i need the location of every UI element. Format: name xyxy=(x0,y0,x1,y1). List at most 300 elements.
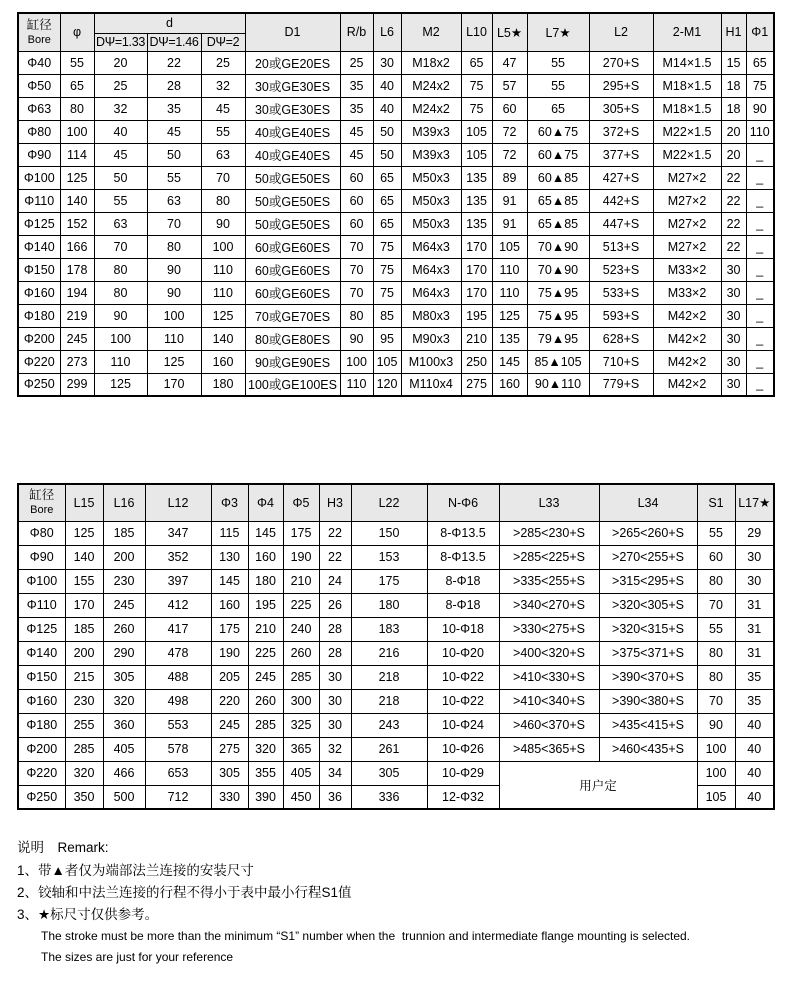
table-cell: 150 xyxy=(351,521,427,545)
table-cell: 10-Φ22 xyxy=(427,689,499,713)
table-cell: 125 xyxy=(65,521,103,545)
remark-note-en-2: The sizes are just for your reference xyxy=(41,950,234,964)
table-cell: M42×2 xyxy=(653,304,721,327)
column-header-d-psi-146: DΨ=1.46 xyxy=(147,33,201,51)
table-cell: 330 xyxy=(211,785,248,809)
table-cell: _ xyxy=(746,189,774,212)
table-cell: 91 xyxy=(492,189,527,212)
table-cell: 305+S xyxy=(589,97,653,120)
table-cell: 114 xyxy=(60,143,94,166)
bore-cell: Φ140 xyxy=(18,641,65,665)
table-cell: 405 xyxy=(283,761,319,785)
table-cell: 110 xyxy=(492,281,527,304)
table-cell: 170 xyxy=(147,373,201,396)
table-cell: 220 xyxy=(211,689,248,713)
column-header-2m1: 2-M1 xyxy=(653,13,721,51)
table-cell: M33×2 xyxy=(653,258,721,281)
table-row xyxy=(18,143,774,166)
table-cell: 40或GE40ES xyxy=(245,120,340,143)
table-cell: 160 xyxy=(492,373,527,396)
bore-cell: Φ63 xyxy=(18,97,60,120)
table-cell: 305 xyxy=(211,761,248,785)
table-cell: 336 xyxy=(351,785,427,809)
table-cell: 347 xyxy=(145,521,211,545)
table-cell: 205 xyxy=(211,665,248,689)
column-header-phi: φ xyxy=(60,13,94,51)
table-cell: 105 xyxy=(373,350,401,373)
table-cell: 70或GE70ES xyxy=(245,304,340,327)
table-cell: 183 xyxy=(351,617,427,641)
table1-body xyxy=(18,51,774,396)
table-cell: 135 xyxy=(492,327,527,350)
table-row xyxy=(18,641,774,665)
column-header-d-psi-133: DΨ=1.33 xyxy=(96,35,145,49)
table-cell: 90 xyxy=(94,304,147,327)
table-cell: 135 xyxy=(461,166,492,189)
table-cell: 442+S xyxy=(589,189,653,212)
table-cell: 26 xyxy=(319,593,351,617)
column-header-l2: L2 xyxy=(589,13,653,51)
table-cell: 32 xyxy=(319,737,351,761)
table-cell: 145 xyxy=(211,569,248,593)
table-row xyxy=(18,569,774,593)
table-cell: _ xyxy=(746,373,774,396)
table-cell: 60 xyxy=(492,97,527,120)
table-cell: 390 xyxy=(248,785,283,809)
table-row xyxy=(18,593,774,617)
table-cell: 55 xyxy=(527,51,589,74)
table-cell: 60 xyxy=(340,189,373,212)
table-cell: >340<270+S xyxy=(499,593,599,617)
table-cell: 180 xyxy=(351,593,427,617)
table-cell: 110 xyxy=(746,120,774,143)
table-cell: 135 xyxy=(461,212,492,235)
table-cell: 36 xyxy=(319,785,351,809)
table-cell: 35 xyxy=(340,97,373,120)
table-cell: 100 xyxy=(147,304,201,327)
table-cell: 20 xyxy=(721,143,746,166)
column-header-m2: M2 xyxy=(401,13,461,51)
table-cell: >320<315+S xyxy=(599,617,697,641)
table-cell: >390<380+S xyxy=(599,689,697,713)
bore-cell: Φ180 xyxy=(18,304,60,327)
table-cell: 40 xyxy=(735,785,774,809)
table-cell: 47 xyxy=(492,51,527,74)
table-cell: 75 xyxy=(373,258,401,281)
bore-cell: Φ150 xyxy=(18,665,65,689)
table-cell: 10-Φ22 xyxy=(427,665,499,689)
table-cell: 260 xyxy=(103,617,145,641)
table-cell: 55 xyxy=(60,51,94,74)
table-cell: 40 xyxy=(735,761,774,785)
table-cell: 70 xyxy=(697,689,735,713)
table-cell: 712 xyxy=(145,785,211,809)
table-cell: 18 xyxy=(721,97,746,120)
table-cell: 55 xyxy=(147,166,201,189)
table-cell: 210 xyxy=(461,327,492,350)
table-cell: 60 xyxy=(340,166,373,189)
table-cell: 110 xyxy=(94,350,147,373)
table-cell: 18 xyxy=(721,74,746,97)
table-cell: 305 xyxy=(103,665,145,689)
table-cell: >375<371+S xyxy=(599,641,697,665)
table-cell: 488 xyxy=(145,665,211,689)
table-cell: 60▲85 xyxy=(527,166,589,189)
table-cell: 160 xyxy=(201,350,245,373)
table-cell: 50或GE50ES xyxy=(245,189,340,212)
table-cell: 285 xyxy=(65,737,103,761)
table-cell: 95 xyxy=(373,327,401,350)
table-cell: 90或GE90ES xyxy=(245,350,340,373)
table-cell: 218 xyxy=(351,665,427,689)
column-header-l17: L17★ xyxy=(735,484,774,521)
table-cell: 25 xyxy=(340,51,373,74)
table-cell: 320 xyxy=(103,689,145,713)
table-cell: >270<255+S xyxy=(599,545,697,569)
table-cell: 218 xyxy=(351,689,427,713)
table-cell: 34 xyxy=(319,761,351,785)
table-cell: 110 xyxy=(147,327,201,350)
table-cell: _ xyxy=(746,258,774,281)
table-cell: 80或GE80ES xyxy=(245,327,340,350)
table-cell: 35 xyxy=(147,97,201,120)
table-cell: 365 xyxy=(283,737,319,761)
table-cell: 195 xyxy=(461,304,492,327)
table-cell: 91 xyxy=(492,212,527,235)
table-cell: 30 xyxy=(721,304,746,327)
table-cell: 8-Φ13.5 xyxy=(427,545,499,569)
table-cell: M64x3 xyxy=(401,258,461,281)
table-cell: 10-Φ29 xyxy=(427,761,499,785)
table-cell: 55 xyxy=(697,521,735,545)
table-cell: 180 xyxy=(201,373,245,396)
column-header-phi1: Φ1 xyxy=(746,13,774,51)
table-cell: 70▲90 xyxy=(527,258,589,281)
table-cell: 653 xyxy=(145,761,211,785)
table-cell: 75▲95 xyxy=(527,281,589,304)
table-cell: 110 xyxy=(340,373,373,396)
table-cell: M24x2 xyxy=(401,97,461,120)
table-cell: 90 xyxy=(201,212,245,235)
table-cell: M100x3 xyxy=(401,350,461,373)
table-row xyxy=(18,737,774,761)
table-cell: 60▲75 xyxy=(527,143,589,166)
table-cell: 35 xyxy=(340,74,373,97)
table-cell: 40 xyxy=(735,737,774,761)
column-header-d-group: d xyxy=(94,13,245,33)
table-cell: 63 xyxy=(201,143,245,166)
table-cell: M24x2 xyxy=(401,74,461,97)
table-cell: 273 xyxy=(60,350,94,373)
bore-label-cn: 缸径 xyxy=(26,17,52,32)
table-cell: 32 xyxy=(201,74,245,97)
table-cell: 216 xyxy=(351,641,427,665)
table-cell: 80 xyxy=(340,304,373,327)
table-cell: 100或GE100ES xyxy=(245,373,340,396)
table-cell: 63 xyxy=(147,189,201,212)
table-cell: 10-Φ24 xyxy=(427,713,499,737)
table-cell: 79▲95 xyxy=(527,327,589,350)
table-cell: 275 xyxy=(211,737,248,761)
table-cell: 90 xyxy=(697,713,735,737)
column-header-l33: L33 xyxy=(499,484,599,521)
table-cell: 50 xyxy=(147,143,201,166)
bore-cell: Φ110 xyxy=(18,189,60,212)
column-header-l10: L10 xyxy=(461,13,492,51)
bore-cell: Φ250 xyxy=(18,785,65,809)
table-cell: 80 xyxy=(94,258,147,281)
table1-header xyxy=(18,13,774,51)
table-cell: 28 xyxy=(319,617,351,641)
table-cell: 30 xyxy=(721,327,746,350)
table-cell: 110 xyxy=(492,258,527,281)
table-cell: M80x3 xyxy=(401,304,461,327)
table-cell: 190 xyxy=(283,545,319,569)
table-cell: _ xyxy=(746,235,774,258)
table-cell: 72 xyxy=(492,143,527,166)
table-row xyxy=(18,350,774,373)
table-cell: 175 xyxy=(351,569,427,593)
table-cell: 70 xyxy=(340,235,373,258)
table-cell: 372+S xyxy=(589,120,653,143)
table-row xyxy=(18,258,774,281)
table-cell: 80 xyxy=(60,97,94,120)
table-cell: _ xyxy=(746,327,774,350)
bore-cell: Φ80 xyxy=(18,120,60,143)
table-cell: 245 xyxy=(211,713,248,737)
table-cell: 405 xyxy=(103,737,145,761)
table-cell: 40 xyxy=(94,120,147,143)
table-cell: M110x4 xyxy=(401,373,461,396)
table-cell: 57 xyxy=(492,74,527,97)
table-cell: 130 xyxy=(211,545,248,569)
table-cell: 55 xyxy=(527,74,589,97)
table-cell: >330<275+S xyxy=(499,617,599,641)
table-cell: 45 xyxy=(94,143,147,166)
table-cell: 20 xyxy=(94,51,147,74)
table-cell: 152 xyxy=(60,212,94,235)
table-cell: >315<295+S xyxy=(599,569,697,593)
table-cell: 28 xyxy=(319,641,351,665)
table-cell: 22 xyxy=(721,212,746,235)
table-cell: 352 xyxy=(145,545,211,569)
table-cell: _ xyxy=(746,166,774,189)
table-cell: 45 xyxy=(201,97,245,120)
bore-cell: Φ250 xyxy=(18,373,60,396)
table-row xyxy=(18,189,774,212)
column-header-l34: L34 xyxy=(599,484,697,521)
table-cell: 90▲110 xyxy=(527,373,589,396)
table-cell: 261 xyxy=(351,737,427,761)
table-cell: 200 xyxy=(65,641,103,665)
table-cell: >320<305+S xyxy=(599,593,697,617)
bore-cell: Φ90 xyxy=(18,545,65,569)
table-cell: 160 xyxy=(248,545,283,569)
table-cell: >285<230+S xyxy=(499,521,599,545)
table-cell: 170 xyxy=(461,235,492,258)
table2-header xyxy=(18,484,774,521)
table-cell: 8-Φ18 xyxy=(427,593,499,617)
table-row xyxy=(18,327,774,350)
table-cell: 75▲95 xyxy=(527,304,589,327)
table-cell: 135 xyxy=(461,189,492,212)
table-cell: 90 xyxy=(340,327,373,350)
table-cell: 125 xyxy=(201,304,245,327)
table-cell: 70 xyxy=(94,235,147,258)
table-cell: 178 xyxy=(60,258,94,281)
merged-note-cell: 用户定 xyxy=(499,761,697,809)
table-cell: 190 xyxy=(211,641,248,665)
table-cell: _ xyxy=(746,143,774,166)
table-cell: >410<340+S xyxy=(499,689,599,713)
table-cell: 22 xyxy=(721,235,746,258)
table-cell: 90 xyxy=(746,97,774,120)
table-cell: 70 xyxy=(697,593,735,617)
table-cell: 360 xyxy=(103,713,145,737)
table-row xyxy=(18,304,774,327)
table-cell: 63 xyxy=(94,212,147,235)
remark-note-2: 2、铰轴和中法兰连接的行程不得小于表中最小行程S1值 xyxy=(17,885,352,900)
table-cell: 80 xyxy=(697,641,735,665)
table-row xyxy=(18,665,774,689)
table-cell: _ xyxy=(746,212,774,235)
table-cell: M39x3 xyxy=(401,143,461,166)
table-row xyxy=(18,120,774,143)
table-cell: 30 xyxy=(721,281,746,304)
table-cell: 29 xyxy=(735,521,774,545)
table-cell: 185 xyxy=(103,521,145,545)
table-cell: 45 xyxy=(147,120,201,143)
table-cell: 140 xyxy=(60,189,94,212)
table-cell: M50x3 xyxy=(401,166,461,189)
column-header-d1: D1 xyxy=(245,13,340,51)
table-cell: 533+S xyxy=(589,281,653,304)
table-cell: 125 xyxy=(94,373,147,396)
table-cell: _ xyxy=(746,281,774,304)
table-cell: 447+S xyxy=(589,212,653,235)
table-cell: 417 xyxy=(145,617,211,641)
table-cell: M18×1.5 xyxy=(653,97,721,120)
table-cell: 85 xyxy=(373,304,401,327)
table-cell: 170 xyxy=(461,281,492,304)
table-cell: 32 xyxy=(94,97,147,120)
table-cell: 60▲75 xyxy=(527,120,589,143)
table-row xyxy=(18,545,774,569)
column-header-l12: L12 xyxy=(145,484,211,521)
table-cell: 350 xyxy=(65,785,103,809)
bore-cell: Φ125 xyxy=(18,212,60,235)
table-cell: 65 xyxy=(373,189,401,212)
table-cell: M64x3 xyxy=(401,281,461,304)
column-header-rb: R/b xyxy=(340,13,373,51)
table-cell: 195 xyxy=(248,593,283,617)
table-cell: >265<260+S xyxy=(599,521,697,545)
table-cell: 30 xyxy=(319,713,351,737)
table-cell: 65 xyxy=(373,212,401,235)
table-cell: 105 xyxy=(461,120,492,143)
table-cell: 60或GE60ES xyxy=(245,281,340,304)
table-row xyxy=(18,761,774,785)
table-cell: 170 xyxy=(461,258,492,281)
remark-note-en-1: The stroke must be more than the minimum “S1” number when the trunnion and intermediate flange mounting is selected. xyxy=(41,929,691,943)
table-cell: M27×2 xyxy=(653,189,721,212)
table-cell: 31 xyxy=(735,593,774,617)
bore-cell: Φ140 xyxy=(18,235,60,258)
table-cell: 210 xyxy=(248,617,283,641)
remark-note-3: 3、★标尺寸仅供参考。 xyxy=(17,907,159,922)
table-cell: 153 xyxy=(351,545,427,569)
table-cell: 355 xyxy=(248,761,283,785)
table-cell: >460<435+S xyxy=(599,737,697,761)
table-cell: 45 xyxy=(340,120,373,143)
table-cell: 40 xyxy=(735,713,774,737)
bore-cell: Φ40 xyxy=(18,51,60,74)
column-header-h1: H1 xyxy=(721,13,746,51)
table-cell: 295+S xyxy=(589,74,653,97)
table-cell: 299 xyxy=(60,373,94,396)
table-cell: 8-Φ13.5 xyxy=(427,521,499,545)
table-cell: 245 xyxy=(60,327,94,350)
table-cell: 285 xyxy=(283,665,319,689)
table-cell: 80 xyxy=(147,235,201,258)
table-row xyxy=(18,281,774,304)
table-cell: 100 xyxy=(697,761,735,785)
table-cell: 300 xyxy=(283,689,319,713)
table-cell: >460<370+S xyxy=(499,713,599,737)
table-cell: 255 xyxy=(65,713,103,737)
bore-cell: Φ50 xyxy=(18,74,60,97)
table-cell: 120 xyxy=(373,373,401,396)
column-header-d-psi-2: DΨ=2 xyxy=(201,33,245,51)
table-cell: 30 xyxy=(319,665,351,689)
table-cell: 290 xyxy=(103,641,145,665)
table-cell: 194 xyxy=(60,281,94,304)
table-cell: 30 xyxy=(735,545,774,569)
table-cell: >400<320+S xyxy=(499,641,599,665)
table-cell: M50x3 xyxy=(401,212,461,235)
table-cell: 523+S xyxy=(589,258,653,281)
table-cell: 250 xyxy=(461,350,492,373)
table-cell: M33×2 xyxy=(653,281,721,304)
table-cell: 70 xyxy=(340,281,373,304)
table-cell: >485<365+S xyxy=(499,737,599,761)
table-row xyxy=(18,212,774,235)
bore-cell: Φ100 xyxy=(18,569,65,593)
column-header-l5: L5★ xyxy=(492,13,527,51)
table-cell: 230 xyxy=(65,689,103,713)
column-header-phi3: Φ3 xyxy=(211,484,248,521)
table-cell: 578 xyxy=(145,737,211,761)
table-cell: 110 xyxy=(201,281,245,304)
table-row xyxy=(18,74,774,97)
table-cell: 30 xyxy=(721,258,746,281)
table-cell: M42×2 xyxy=(653,373,721,396)
bore-cell: Φ220 xyxy=(18,350,60,373)
table-cell: 55 xyxy=(94,189,147,212)
table-row xyxy=(18,521,774,545)
table-cell: 219 xyxy=(60,304,94,327)
table-cell: 105 xyxy=(697,785,735,809)
table-cell: 20或GE20ES xyxy=(245,51,340,74)
table-cell: 628+S xyxy=(589,327,653,350)
table-cell: 305 xyxy=(351,761,427,785)
table-cell: 427+S xyxy=(589,166,653,189)
bore-label-cn: 缸径 xyxy=(29,488,55,503)
table-cell: 90 xyxy=(147,258,201,281)
column-header-l16: L16 xyxy=(103,484,145,521)
table-cell: 180 xyxy=(248,569,283,593)
table-cell: 115 xyxy=(211,521,248,545)
